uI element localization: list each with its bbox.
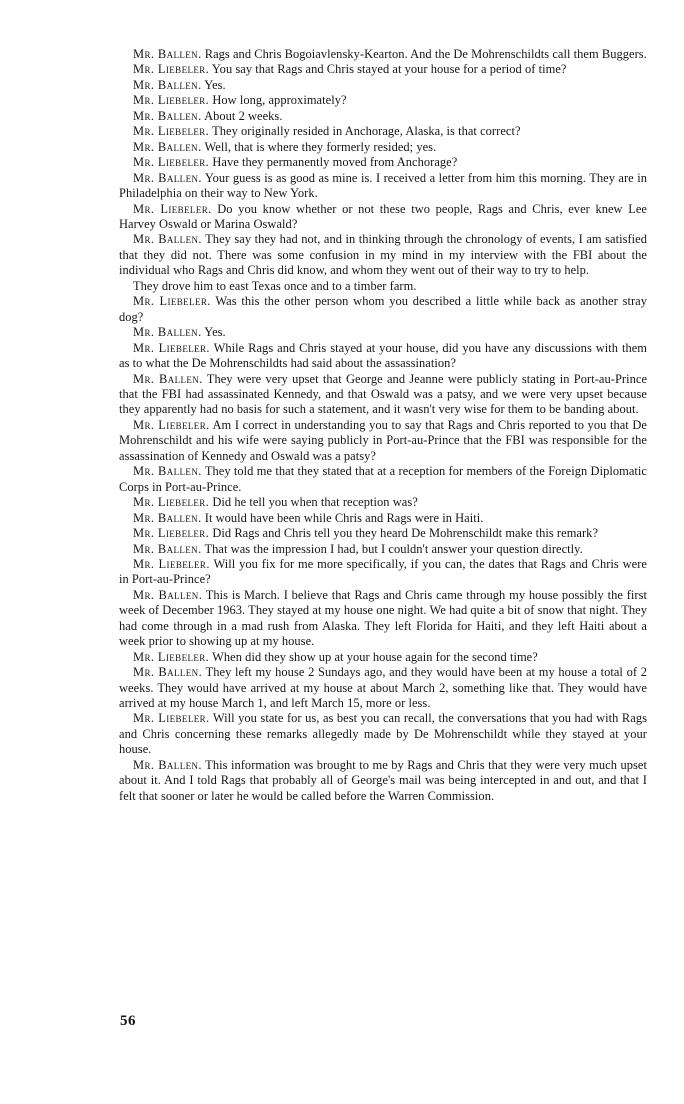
transcript-paragraph — [119, 171, 647, 202]
paragraph-text: Rags and Chris Bogoiavlensky-Kearton. And the De Mohrenschildts call them Buggers. — [204, 47, 647, 61]
speaker-label: Mr. Ballen. — [133, 47, 202, 61]
paragraph-text: They left my house 2 Sundays ago, and they would have been at my house a total of 2 weeks. They would have arrived at my house at about March 2, something like that. They would have arrived at my house March 1, and left March 15, more or less. — [119, 665, 648, 711]
paragraph-text: Yes. — [204, 325, 226, 340]
paragraph-text: You say that Rags and Chris stayed at your house for a period of time? — [211, 62, 567, 77]
speaker-label: Mr. Ballen. — [133, 325, 202, 340]
paragraph-text: They were very upset that George and Jeanne were publicly stating in Port-au-Prince that the FBI had assassinated Kennedy, and that Oswald was a patsy, and we were very upset because they apparently had no basis for such a statement, and it wasn't very wise for them to be banding about. — [119, 371, 648, 417]
speaker-label: Mr. Ballen. — [133, 541, 202, 556]
paragraph-text: Did he tell you when that reception was? — [212, 495, 418, 510]
paragraph-text: Was this the other person whom you described a little while back as another stray dog? — [119, 294, 648, 324]
transcript-paragraph — [119, 341, 647, 372]
transcript-paragraph — [119, 588, 647, 650]
transcript-paragraph — [119, 47, 647, 62]
transcript-paragraph — [119, 202, 647, 233]
speaker-label: Mr. Ballen. — [133, 232, 202, 247]
transcript-paragraph — [119, 495, 647, 510]
transcript-paragraph — [119, 557, 647, 588]
speaker-label: Mr. Liebeler. — [133, 711, 210, 726]
paragraph-text: Yes. — [204, 77, 226, 92]
transcript-paragraph — [119, 526, 647, 541]
transcript-paragraph — [119, 279, 647, 294]
paragraph-text: They say they had not, and in thinking through the chronology of events, I am satisfied that they did not. There was some confusion in my mind in my interview with the FBI about the individual who Rags and Chris did know, and whom they went out of their way to try to help. — [119, 232, 648, 278]
speaker-label: Mr. Ballen. — [133, 665, 203, 680]
transcript-paragraph — [119, 109, 647, 124]
speaker-label: Mr. Ballen. — [133, 371, 203, 386]
speaker-label: Mr. Ballen. — [133, 108, 202, 123]
speaker-label: Mr. Ballen. — [133, 464, 202, 479]
paragraph-text: That was the impression I had, but I couldn't answer your question directly. — [204, 541, 583, 556]
speaker-label: Mr. Liebeler. — [133, 155, 210, 170]
paragraph-text: They drove him to east Texas once and to a timber farm. — [133, 278, 417, 293]
paragraph-text: They told me that they stated that at a reception for members of the Foreign Diplomatic Corps in Port-au-Prince. — [119, 464, 648, 494]
paragraph-text: This information was brought to me by Rags and Chris that they were very much upset about it. And I told Rags that probably all of George's mail was being intercepted in and out, and that I felt that sooner or later he would be called before the Warren Commission. — [119, 757, 647, 803]
paragraph-text: Did Rags and Chris tell you they heard De Mohrenschildt make this remark? — [212, 526, 599, 541]
transcript-paragraph — [119, 62, 647, 77]
paragraph-text: Well, that is where they formerly resided; yes. — [204, 139, 437, 154]
transcript-paragraph — [119, 650, 647, 665]
speaker-label: Mr. Liebeler. — [133, 556, 210, 571]
speaker-label: Mr. Liebeler. — [133, 201, 212, 216]
speaker-label: Mr. Ballen. — [133, 587, 203, 602]
transcript-paragraph — [119, 464, 647, 495]
speaker-label: Mr. Liebeler. — [133, 124, 210, 139]
transcript-paragraph — [119, 124, 647, 139]
paragraph-text: Am I correct in understanding you to say that Rags and Chris reported to you that De Mohrenschildt and his wife were saying publicly in Port-au-Prince that the FBI was responsible for the assassination of Kennedy and Oswald was a patsy? — [119, 417, 647, 463]
speaker-label: Mr. Liebeler. — [133, 93, 210, 108]
speaker-label: Mr. Liebeler. — [133, 62, 210, 77]
speaker-label: Mr. Liebeler. — [133, 649, 210, 664]
paragraph-text: This is March. I believe that Rags and Chris came through my house possibly the first week of December 1963. They stayed at my house one night. We had quite a bit of snow that night. They had come through in a mad rush from Alaska. They left Florida for Haiti, and they left Haiti about a week prior to showing up at my house. — [119, 587, 647, 649]
transcript-paragraph — [119, 155, 647, 170]
speaker-label: Mr. Ballen. — [133, 77, 202, 92]
paragraph-text: Will you fix for me more specifically, if you can, the dates that Rags and Chris were in Port-au-Prince? — [119, 556, 647, 587]
speaker-label: Mr. Ballen. — [133, 510, 202, 525]
paragraph-text: How long, approximately? — [212, 93, 347, 108]
paragraph-text: Your guess is as good as mine is. I received a letter from him this morning. They are in Philadelphia on their way to New York. — [119, 170, 647, 201]
speaker-label: Mr. Ballen. — [133, 170, 202, 185]
transcript-paragraph — [119, 372, 647, 418]
transcript-paragraph — [119, 542, 647, 557]
paragraph-text: Do you know whether or not these two people, Rags and Chris, ever knew Lee Harvey Oswald or Marina Oswald? — [119, 201, 647, 231]
speaker-label: Mr. Ballen. — [133, 757, 202, 772]
transcript-paragraph — [119, 711, 647, 757]
paragraph-text: While Rags and Chris stayed at your house, did you have any discussions with them as to what the De Mohrenschildts had said about the assassination? — [119, 340, 648, 371]
paragraph-text: They originally resided in Anchorage, Alaska, is that correct? — [212, 124, 521, 139]
transcript-paragraph — [119, 665, 647, 711]
speaker-label: Mr. Liebeler. — [133, 294, 211, 309]
transcript-paragraph — [119, 325, 647, 340]
speaker-label: Mr. Liebeler. — [133, 340, 210, 355]
speaker-label: Mr. Liebeler. — [133, 417, 210, 432]
page-number: 56 — [120, 1013, 136, 1029]
transcript-paragraph — [119, 758, 647, 804]
speaker-label: Mr. Liebeler. — [133, 526, 210, 541]
paragraph-text: When did they show up at your house again for the second time? — [212, 649, 538, 664]
transcript-paragraph — [119, 140, 647, 155]
transcript-paragraph — [119, 294, 647, 325]
transcript-page — [119, 47, 647, 804]
paragraph-text: Have they permanently moved from Anchorage? — [212, 155, 458, 170]
transcript-paragraph — [119, 418, 647, 464]
paragraph-text: Will you state for us, as best you can recall, the conversations that you had with Rags and Chris concerning these remarks allegedly made by De Mohrenschildt while they stayed at your house. — [119, 711, 647, 757]
transcript-paragraph — [119, 232, 647, 278]
paragraph-text: About 2 weeks. — [204, 108, 283, 123]
speaker-label: Mr. Ballen. — [133, 139, 202, 154]
transcript-body — [119, 47, 647, 804]
paragraph-text: It would have been while Chris and Rags were in Haiti. — [204, 510, 484, 525]
speaker-label: Mr. Liebeler. — [133, 495, 210, 510]
transcript-paragraph — [119, 511, 647, 526]
transcript-paragraph — [119, 93, 647, 108]
transcript-paragraph — [119, 78, 647, 93]
